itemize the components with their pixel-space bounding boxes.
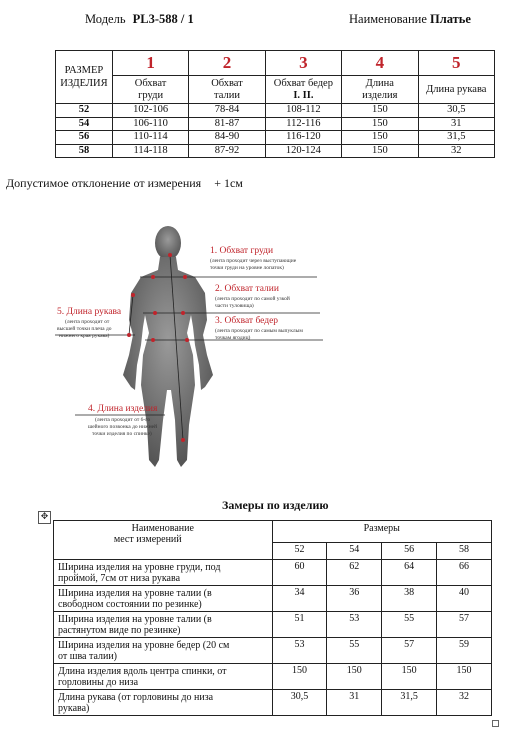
size-col: 52: [272, 543, 327, 560]
svg-text:точки груди на уровне лопаток): точки груди на уровне лопаток): [210, 265, 284, 271]
svg-text:высшей точки плеча до: высшей точки плеча до: [57, 326, 112, 332]
name-header: Наименование мест измерений: [54, 521, 273, 560]
table-row: 58 114-118 87-92 120-124 150 32: [56, 144, 495, 158]
measurement-figure: [55, 215, 335, 480]
svg-text:(лента проходит от 6-го: (лента проходит от 6-го: [95, 417, 151, 423]
table-row: 56 110-114 84-90 116-120 150 31,5: [56, 131, 495, 145]
measure-table-title: Замеры по изделию: [222, 498, 329, 512]
svg-text:части туловища): части туловища): [215, 303, 254, 309]
model-line: [85, 12, 194, 27]
tolerance-line: [6, 176, 243, 191]
table-row: Ширина изделия на уровне талии (в свободном состоянии по резинке) 34 36 38 40: [54, 586, 492, 612]
svg-text:1. Обхват груди: 1. Обхват груди: [210, 246, 274, 256]
sizes-header: Размеры: [272, 521, 492, 543]
measure-table: [53, 520, 492, 716]
model-value: PL3-588 / 1: [132, 12, 194, 26]
col-number: 4: [342, 51, 418, 76]
tolerance-text: Допустимое отклонение от измерения: [6, 176, 202, 190]
col-header: Длина рукава: [418, 76, 494, 104]
svg-text:(лента проходит по самой узкой: (лента проходит по самой узкой: [215, 296, 290, 302]
table-row: 54 106-110 81-87 112-116 150 31: [56, 117, 495, 131]
size-col: 56: [382, 543, 437, 560]
name-value: Платье: [430, 12, 471, 26]
table-row: Длина рукава (от горловины до низа рукава) 30,5 31 31,5 32: [54, 690, 492, 716]
table-row: Длина изделия вдоль центра спинки, от горловины до низа 150 150 150 150: [54, 664, 492, 690]
svg-text:3. Обхват бедер: 3. Обхват бедер: [215, 316, 279, 326]
svg-text:точкам ягодиц): точкам ягодиц): [215, 335, 251, 341]
col-header: Обхват талии: [189, 76, 265, 104]
name-label: Наименование: [349, 12, 427, 26]
svg-text:шейного позвонка до нижней: шейного позвонка до нижней: [88, 424, 158, 430]
name-line: [349, 12, 471, 27]
move-table-icon[interactable]: ✥: [38, 511, 51, 524]
col-number: 5: [418, 51, 494, 76]
svg-text:точки изделия по спинке): точки изделия по спинке): [92, 431, 152, 437]
svg-text:нижнего края рукава): нижнего края рукава): [59, 333, 110, 339]
size-col: 54: [327, 543, 382, 560]
svg-text:(лента проходит по самым выпук: (лента проходит по самым выпуклым: [215, 328, 303, 334]
col-number: 1: [112, 51, 188, 76]
svg-text:(лента проходит через выступаю: (лента проходит через выступающие: [210, 258, 297, 264]
svg-text:2. Обхват талии: 2. Обхват талии: [215, 284, 279, 294]
svg-text:4. Длина изделия: 4. Длина изделия: [88, 404, 158, 414]
size-header: РАЗМЕР ИЗДЕЛИЯ: [56, 51, 113, 104]
col-header: Обхват груди: [112, 76, 188, 104]
svg-text:5. Длина рукава: 5. Длина рукава: [57, 307, 122, 317]
table-row: Ширина изделия на уровне талии (в растянутом виде по резинке) 51 53 55 57: [54, 612, 492, 638]
size-table: [55, 50, 495, 158]
col-header: Длина изделия: [342, 76, 418, 104]
col-header: Обхват бедер I. II.: [265, 76, 341, 104]
table-row: 52 102-106 78-84 108-112 150 30,5: [56, 104, 495, 118]
table-row: Ширина изделия на уровне груди, под проймой, 7см от низа рукава 60 62 64 66: [54, 560, 492, 586]
tolerance-value: + 1см: [214, 176, 243, 190]
svg-text:(лента проходит от: (лента проходит от: [65, 319, 110, 325]
col-number: 2: [189, 51, 265, 76]
table-resize-handle[interactable]: [492, 720, 499, 727]
col-number: 3: [265, 51, 341, 76]
table-row: Ширина изделия на уровне бедер (20 см от шва талии) 53 55 57 59: [54, 638, 492, 664]
size-col: 58: [437, 543, 492, 560]
model-label: Модель: [85, 12, 126, 26]
